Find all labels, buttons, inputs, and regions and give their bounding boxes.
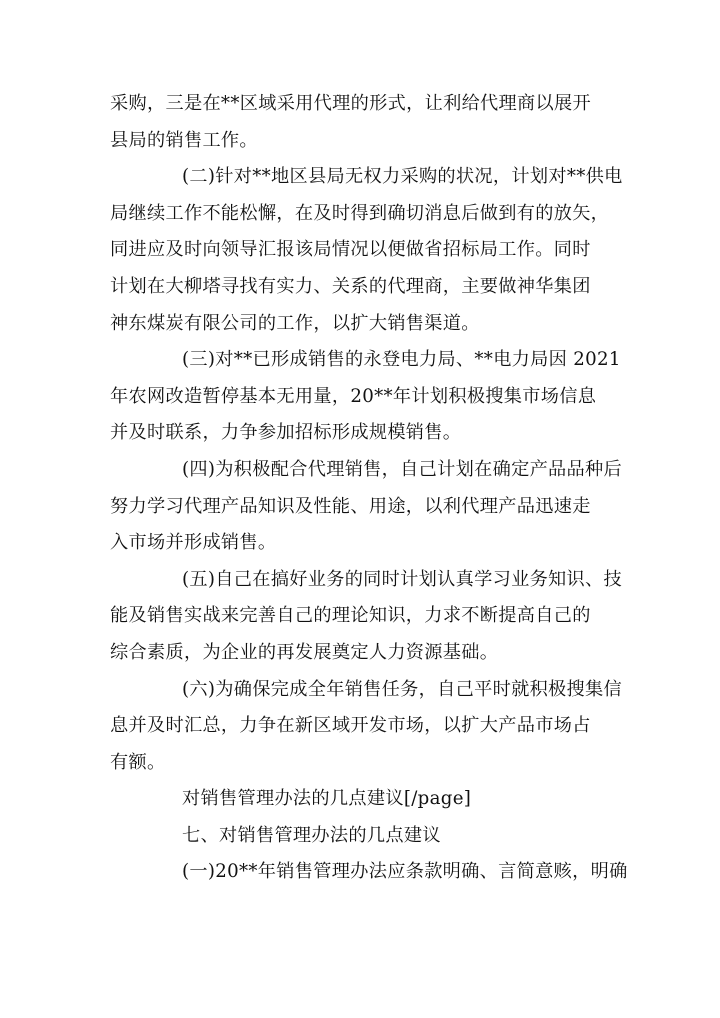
text-line: 并及时联系，力争参加招标形成规模销售。 [110,422,462,444]
text-line: (一)20**年销售管理办法应条款明确、言简意赅，明确 [182,861,628,883]
text-line: (三)对**已形成销售的永登电力局、**电力局因 2021 [182,349,621,371]
text-line: 县局的销售工作。 [110,129,258,151]
text-line: (六)为确保完成全年销售任务，自己平时就积极搜集信 [182,678,623,700]
text-line: (五)自己在搞好业务的同时计划认真学习业务知识、技 [182,568,623,590]
text-line: 有额。 [110,751,166,773]
document-body [110,86,628,891]
text-line: 局继续工作不能松懈，在及时得到确切消息后做到有的放矢， [110,202,610,224]
text-line: 神东煤炭有限公司的工作，以扩大销售渠道。 [110,312,480,334]
text-line: 同进应及时向领导汇报该局情况以便做省招标局工作。同时 [110,239,591,261]
text-line: 对销售管理办法的几点建议[/page] [182,788,472,810]
text-line: 综合素质，为企业的再发展奠定人力资源基础。 [110,641,499,663]
text-line: 年农网改造暂停基本无用量，20**年计划积极搜集市场信息 [110,385,597,407]
text-line: 能及销售实战来完善自己的理论知识，力求不断提高自己的 [110,605,591,627]
text-line: 入市场并形成销售。 [110,532,277,554]
text-line: 采购，三是在**区域采用代理的形式，让利给代理商以展开 [110,93,591,114]
text-line: 息并及时汇总，力争在新区域开发市场，以扩大产品市场占 [110,715,591,737]
text-line: 计划在大柳塔寻找有实力、关系的代理商，主要做神华集团 [110,275,591,297]
text-line: 努力学习代理产品知识及性能、用途，以利代理产品迅速走 [110,495,591,517]
text-line: 七、对销售管理办法的几点建议 [182,824,441,846]
text-line: (二)针对**地区县局无权力采购的状况，计划对**供电 [182,166,623,188]
text-line: (四)为积极配合代理销售，自己计划在确定产品品种后 [182,458,623,480]
